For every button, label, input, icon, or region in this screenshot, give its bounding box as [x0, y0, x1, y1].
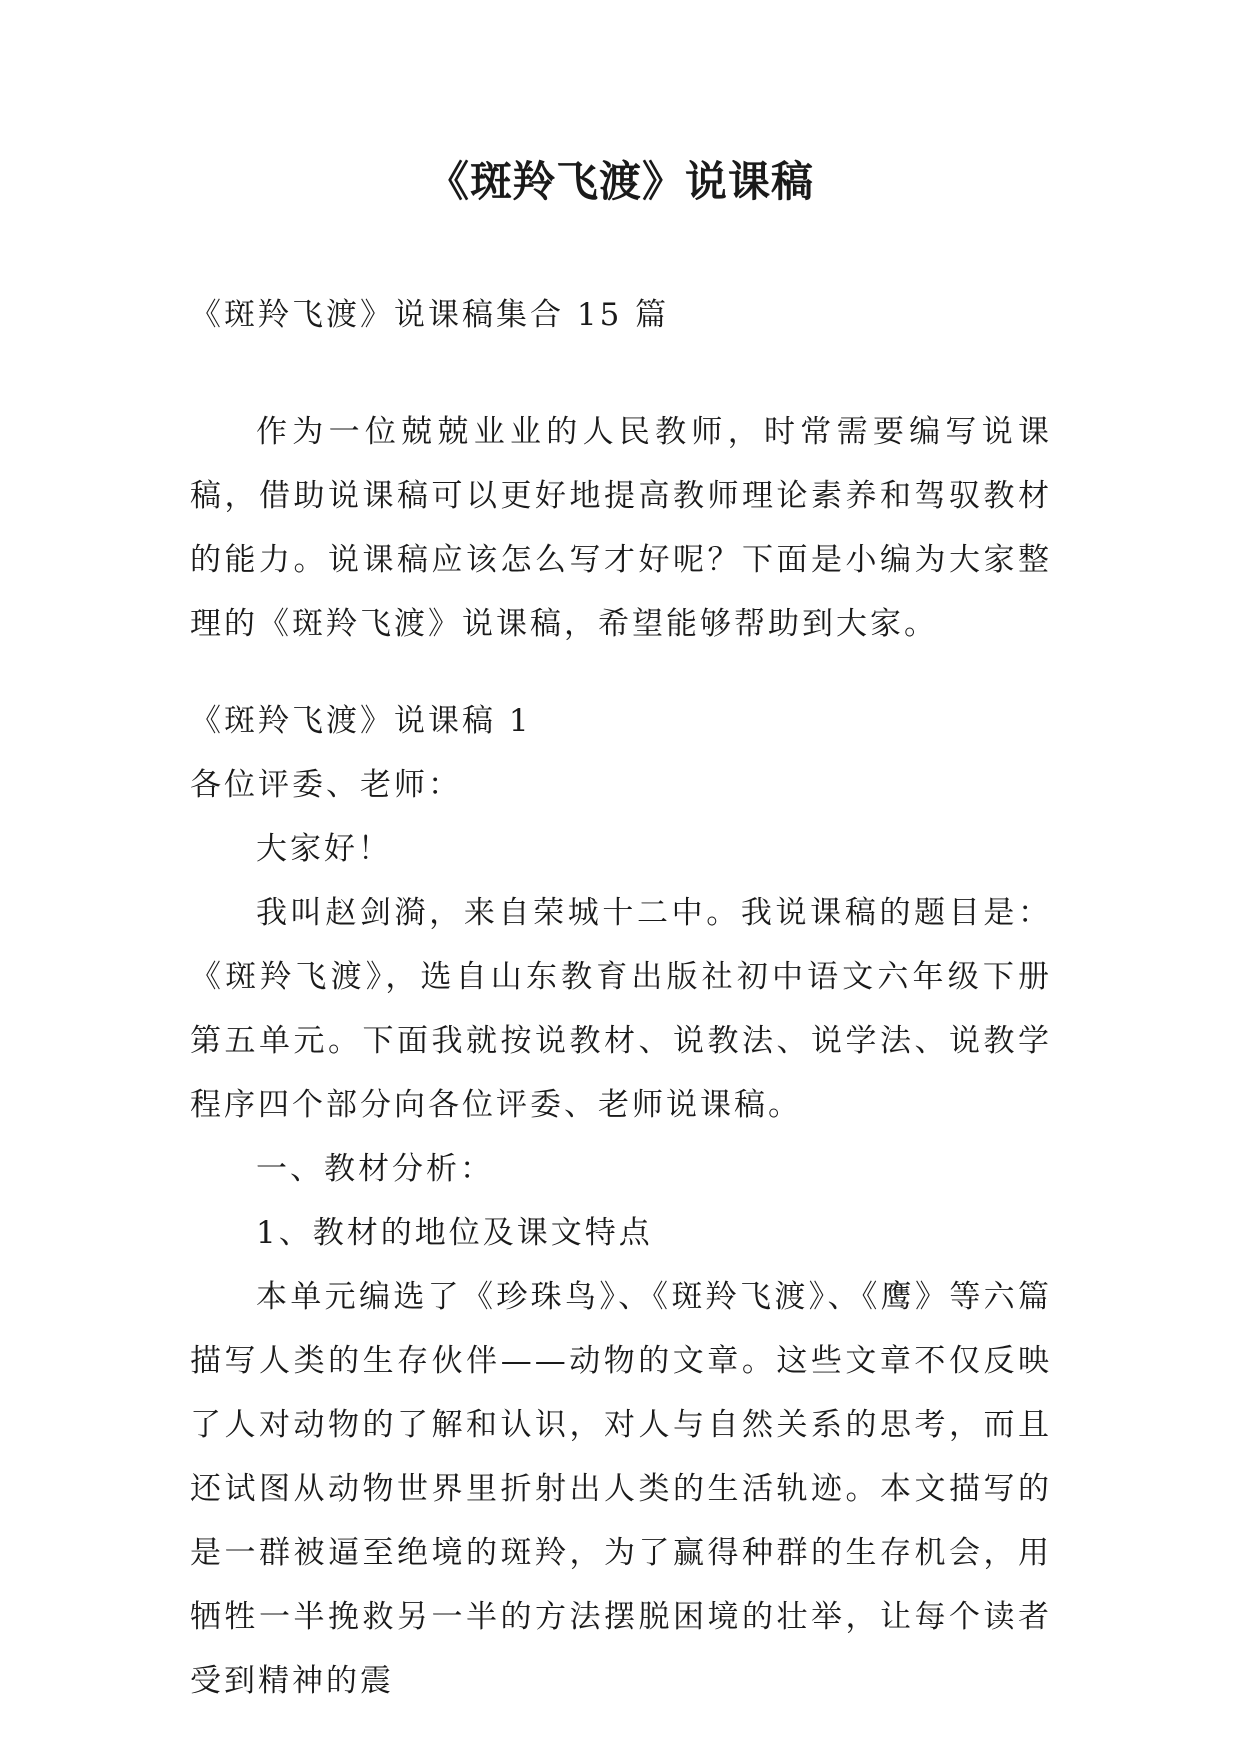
heading-material-position: 1、教材的地位及课文特点 [256, 1215, 653, 1251]
document-title: 《斑羚飞渡》说课稿 [426, 157, 814, 206]
intro-section [190, 400, 1052, 656]
heading-material-analysis: 一、教材分析： [256, 1151, 494, 1187]
greeting: 大家好！ [256, 831, 392, 867]
self-intro-paragraph: 我叫赵剑漪，来自荣城十二中。我说课稿的题目是：《斑羚飞渡》，选自山东教育出版社初中语文六年级下册第五单元。下面我就按说教材、说教法、说学法、说教学程序四个部分向各位评委、老师说课稿。 [190, 895, 1052, 1123]
subtitle-text: 《斑羚飞渡》说课稿集合 15 篇 [190, 297, 670, 333]
salutation: 各位评委、老师： [190, 767, 462, 803]
section-heading: 《斑羚飞渡》说课稿 1 [190, 703, 532, 739]
lesson-body [190, 689, 1052, 1713]
material-paragraph: 本单元编选了《珍珠鸟》、《斑羚飞渡》、《鹰》等六篇描写人类的生存伙伴——动物的文章。这些文章不仅反映了人对动物的了解和认识，对人与自然关系的思考，而且还试图从动物世界里折射出人类的生活轨迹。本文描写的是一群被逼至绝境的斑羚，为了赢得种群的生存机会，用牺牲一半挽救另一半的方法摆脱困境的壮举，让每个读者受到精神的震 [190, 1279, 1052, 1699]
collection-subtitle [190, 283, 1052, 347]
intro-paragraph: 作为一位兢兢业业的人民教师，时常需要编写说课稿，借助说课稿可以更好地提高教师理论素养和驾驭教材的能力。说课稿应该怎么写才好呢？下面是小编为大家整理的《斑羚飞渡》说课稿，希望能够帮助到大家。 [190, 414, 1052, 642]
